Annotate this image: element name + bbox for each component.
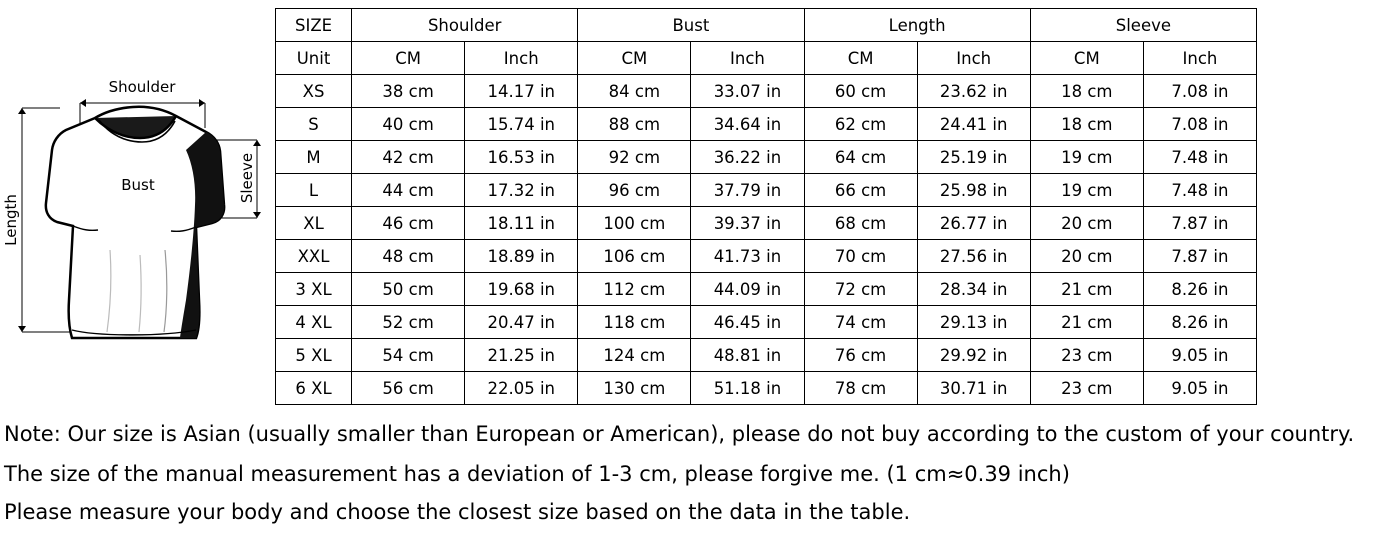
- cell-shoulder-inch: 16.53 in: [465, 141, 578, 174]
- cell-length-inch: 29.13 in: [917, 306, 1030, 339]
- header-bust-inch: Inch: [691, 42, 804, 75]
- label-shoulder: Shoulder: [108, 78, 176, 96]
- cell-size: 4 XL: [276, 306, 352, 339]
- header-unit: Unit: [276, 42, 352, 75]
- note-line-3: Please measure your body and choose the closest size based on the data in the table.: [4, 500, 911, 524]
- cell-size: XL: [276, 207, 352, 240]
- cell-length-inch: 28.34 in: [917, 273, 1030, 306]
- cell-bust-cm: 92 cm: [578, 141, 691, 174]
- cell-sleeve-cm: 19 cm: [1030, 141, 1143, 174]
- notes-section: [4, 414, 1389, 531]
- cell-shoulder-cm: 52 cm: [352, 306, 465, 339]
- header-sleeve-cm: CM: [1030, 42, 1143, 75]
- header-bust: Bust: [578, 9, 804, 42]
- cell-shoulder-inch: 17.32 in: [465, 174, 578, 207]
- header-length: Length: [804, 9, 1030, 42]
- cell-sleeve-cm: 18 cm: [1030, 108, 1143, 141]
- cell-shoulder-cm: 48 cm: [352, 240, 465, 273]
- cell-length-inch: 26.77 in: [917, 207, 1030, 240]
- cell-bust-cm: 130 cm: [578, 372, 691, 405]
- cell-sleeve-inch: 7.87 in: [1143, 207, 1256, 240]
- cell-bust-inch: 46.45 in: [691, 306, 804, 339]
- cell-sleeve-cm: 19 cm: [1030, 174, 1143, 207]
- header-bust-cm: CM: [578, 42, 691, 75]
- cell-bust-inch: 36.22 in: [691, 141, 804, 174]
- cell-shoulder-inch: 21.25 in: [465, 339, 578, 372]
- header-sleeve-inch: Inch: [1143, 42, 1256, 75]
- cell-sleeve-inch: 7.08 in: [1143, 75, 1256, 108]
- cell-shoulder-cm: 40 cm: [352, 108, 465, 141]
- cell-shoulder-cm: 56 cm: [352, 372, 465, 405]
- cell-length-inch: 27.56 in: [917, 240, 1030, 273]
- tshirt-measurement-diagram: [0, 0, 275, 400]
- cell-bust-inch: 39.37 in: [691, 207, 804, 240]
- header-length-inch: Inch: [917, 42, 1030, 75]
- cell-bust-cm: 124 cm: [578, 339, 691, 372]
- table-row: [276, 207, 1257, 240]
- cell-length-inch: 25.98 in: [917, 174, 1030, 207]
- cell-size: M: [276, 141, 352, 174]
- cell-bust-cm: 100 cm: [578, 207, 691, 240]
- cell-sleeve-inch: 7.87 in: [1143, 240, 1256, 273]
- cell-size: S: [276, 108, 352, 141]
- cell-length-cm: 74 cm: [804, 306, 917, 339]
- header-size: SIZE: [276, 9, 352, 42]
- cell-shoulder-inch: 14.17 in: [465, 75, 578, 108]
- cell-bust-cm: 88 cm: [578, 108, 691, 141]
- header-length-cm: CM: [804, 42, 917, 75]
- cell-bust-inch: 34.64 in: [691, 108, 804, 141]
- cell-length-inch: 24.41 in: [917, 108, 1030, 141]
- cell-sleeve-inch: 7.48 in: [1143, 141, 1256, 174]
- cell-length-cm: 66 cm: [804, 174, 917, 207]
- header-sleeve: Sleeve: [1030, 9, 1256, 42]
- label-sleeve: Sleeve: [238, 152, 256, 204]
- cell-length-cm: 62 cm: [804, 108, 917, 141]
- table-row: [276, 75, 1257, 108]
- cell-shoulder-cm: 50 cm: [352, 273, 465, 306]
- cell-length-cm: 76 cm: [804, 339, 917, 372]
- cell-sleeve-cm: 21 cm: [1030, 273, 1143, 306]
- cell-sleeve-cm: 23 cm: [1030, 339, 1143, 372]
- size-table-container: [275, 8, 1257, 405]
- tshirt-graphic: [46, 107, 224, 338]
- table-row: [276, 306, 1257, 339]
- cell-sleeve-cm: 23 cm: [1030, 372, 1143, 405]
- cell-sleeve-cm: 18 cm: [1030, 75, 1143, 108]
- cell-sleeve-inch: 7.08 in: [1143, 108, 1256, 141]
- cell-length-inch: 23.62 in: [917, 75, 1030, 108]
- header-shoulder: Shoulder: [352, 9, 578, 42]
- cell-size: 6 XL: [276, 372, 352, 405]
- cell-sleeve-inch: 8.26 in: [1143, 306, 1256, 339]
- cell-size: L: [276, 174, 352, 207]
- cell-bust-inch: 41.73 in: [691, 240, 804, 273]
- cell-length-cm: 64 cm: [804, 141, 917, 174]
- cell-bust-inch: 44.09 in: [691, 273, 804, 306]
- note-line-1: Note: Our size is Asian (usually smaller than European or American), please do not buy according to the custom of your country.: [4, 422, 1355, 446]
- cell-shoulder-inch: 18.89 in: [465, 240, 578, 273]
- table-row: [276, 273, 1257, 306]
- cell-length-cm: 70 cm: [804, 240, 917, 273]
- label-bust: Bust: [121, 176, 155, 194]
- cell-shoulder-cm: 42 cm: [352, 141, 465, 174]
- cell-size: XS: [276, 75, 352, 108]
- cell-length-cm: 72 cm: [804, 273, 917, 306]
- cell-sleeve-cm: 21 cm: [1030, 306, 1143, 339]
- cell-sleeve-inch: 7.48 in: [1143, 174, 1256, 207]
- cell-bust-inch: 37.79 in: [691, 174, 804, 207]
- table-row: [276, 339, 1257, 372]
- cell-shoulder-cm: 38 cm: [352, 75, 465, 108]
- cell-length-cm: 60 cm: [804, 75, 917, 108]
- cell-sleeve-inch: 9.05 in: [1143, 339, 1256, 372]
- header-shoulder-cm: CM: [352, 42, 465, 75]
- size-table: [275, 8, 1257, 405]
- label-length: Length: [2, 194, 20, 246]
- table-row: [276, 174, 1257, 207]
- cell-bust-cm: 118 cm: [578, 306, 691, 339]
- cell-size: 5 XL: [276, 339, 352, 372]
- cell-size: 3 XL: [276, 273, 352, 306]
- cell-length-cm: 68 cm: [804, 207, 917, 240]
- header-shoulder-inch: Inch: [465, 42, 578, 75]
- cell-bust-cm: 112 cm: [578, 273, 691, 306]
- cell-shoulder-cm: 46 cm: [352, 207, 465, 240]
- table-row: [276, 372, 1257, 405]
- cell-shoulder-inch: 15.74 in: [465, 108, 578, 141]
- cell-sleeve-cm: 20 cm: [1030, 207, 1143, 240]
- cell-bust-inch: 48.81 in: [691, 339, 804, 372]
- cell-length-inch: 25.19 in: [917, 141, 1030, 174]
- cell-size: XXL: [276, 240, 352, 273]
- cell-length-inch: 29.92 in: [917, 339, 1030, 372]
- cell-length-cm: 78 cm: [804, 372, 917, 405]
- cell-sleeve-inch: 9.05 in: [1143, 372, 1256, 405]
- cell-sleeve-cm: 20 cm: [1030, 240, 1143, 273]
- table-unit-header-row: [276, 42, 1257, 75]
- cell-shoulder-cm: 44 cm: [352, 174, 465, 207]
- cell-sleeve-inch: 8.26 in: [1143, 273, 1256, 306]
- table-row: [276, 108, 1257, 141]
- table-row: [276, 240, 1257, 273]
- cell-bust-cm: 84 cm: [578, 75, 691, 108]
- cell-shoulder-inch: 20.47 in: [465, 306, 578, 339]
- table-row: [276, 141, 1257, 174]
- cell-shoulder-inch: 22.05 in: [465, 372, 578, 405]
- cell-bust-inch: 33.07 in: [691, 75, 804, 108]
- cell-bust-inch: 51.18 in: [691, 372, 804, 405]
- cell-bust-cm: 106 cm: [578, 240, 691, 273]
- cell-shoulder-cm: 54 cm: [352, 339, 465, 372]
- cell-bust-cm: 96 cm: [578, 174, 691, 207]
- cell-shoulder-inch: 19.68 in: [465, 273, 578, 306]
- cell-shoulder-inch: 18.11 in: [465, 207, 578, 240]
- table-group-header-row: [276, 9, 1257, 42]
- note-line-2: The size of the manual measurement has a deviation of 1-3 cm, please forgive me. (1 cm≈0.39 inch): [4, 462, 1070, 486]
- cell-length-inch: 30.71 in: [917, 372, 1030, 405]
